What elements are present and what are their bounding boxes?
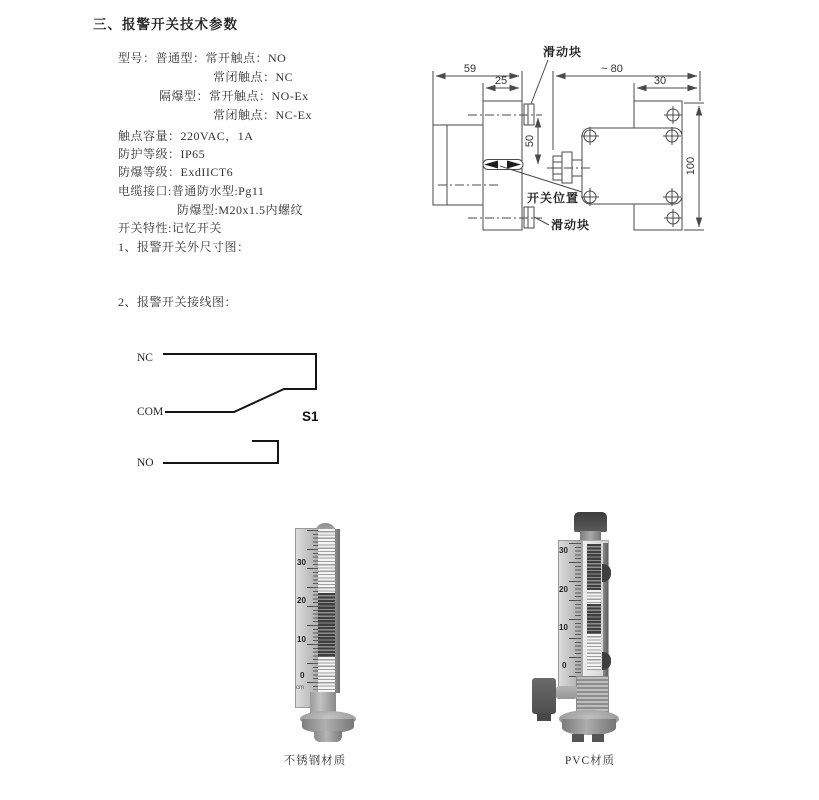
caption-pvc: PVC材质 [564,755,616,767]
switch-label-s1: S1 [302,409,319,424]
alarm-switch-box [532,678,556,714]
cable-connector-flange [562,152,572,183]
spec-line: 型号：普通型：常开触点：NO [118,51,287,65]
no-circuit-line [163,441,278,463]
flag-column-dark [587,544,601,590]
spec-line: 常闭触点：NC-Ex [213,108,312,122]
flag-column-dark [318,593,335,657]
side-knob [602,564,611,582]
terminal-nc: NC [137,352,153,364]
side-knob [602,652,611,670]
terminal-com: COM [137,406,164,418]
caption-stainless: 不锈钢材质 [283,755,347,767]
wiring-heading: 2、报警开关接线图： [118,295,238,309]
spec-line: 常闭触点：NC [213,70,294,84]
dimension-drawing [412,33,722,253]
spec-line: 电缆接口:普通防水型:Pg11 [118,184,265,198]
leader-slider-top [531,60,548,104]
nc-com-circuit-line [163,354,316,412]
switch-box-tab [537,713,551,721]
label-switch-position: 开关位置 [527,191,580,205]
scale-number: 30 [559,546,568,555]
spec-line: 触点容量：220VAC，1A [118,129,254,143]
terminal-no: NO [137,457,154,469]
flag-column-light [587,590,601,604]
spec-line: 防护等级：IP65 [118,147,206,161]
scale-number: 30 [297,558,306,567]
scale-number: 20 [559,585,568,594]
slider-block-top [524,104,534,125]
flange-foot [572,734,584,742]
label-slider-bottom: 滑动块 [551,218,591,232]
spec-line: 防爆型:M20x1.5内螺纹 [177,203,304,217]
flag-column-edge [335,529,340,693]
gauge-photo-pvc [531,510,623,745]
gauge-top-cap [574,512,607,532]
scale-number: 10 [559,623,568,632]
spec-line: 防爆等级：ExdIICT6 [118,165,234,179]
section-heading: 三、报警开关技术参数 [93,17,238,32]
dim-59: 59 [463,63,477,75]
dim-100: 100 [685,156,697,176]
scale-number: 0 [562,661,567,670]
dim-80: ~ 80 [601,63,623,75]
gauge-photo-stainless [293,513,361,745]
dim-30: 30 [653,75,667,87]
wiring-diagram [125,340,340,485]
flag-column-light [587,634,601,670]
scale-number: 0 [300,671,305,680]
flag-column-light [318,657,335,693]
flange-body [562,719,616,735]
flag-column-light [318,529,335,593]
spec-line: 隔爆型：常开触点：NO-Ex [159,89,309,103]
spec-line: 1、报警开关外尺寸图： [118,240,250,254]
dim-50: 50 [524,134,536,148]
dim-25: 25 [494,75,508,87]
scale-number: 10 [297,635,306,644]
flange-foot [314,731,342,742]
spec-line: 开关特性:记忆开关 [118,221,222,235]
scale-unit: cm [296,685,304,691]
scale-number: 20 [297,596,306,605]
flange-foot [592,734,604,742]
scale-ticks [569,543,581,677]
slider-block-bottom [524,207,534,228]
connector-pipe [556,686,577,699]
flag-column-dark [587,604,601,634]
label-slider-top: 滑动块 [543,45,583,59]
switch-body-left [433,125,483,205]
